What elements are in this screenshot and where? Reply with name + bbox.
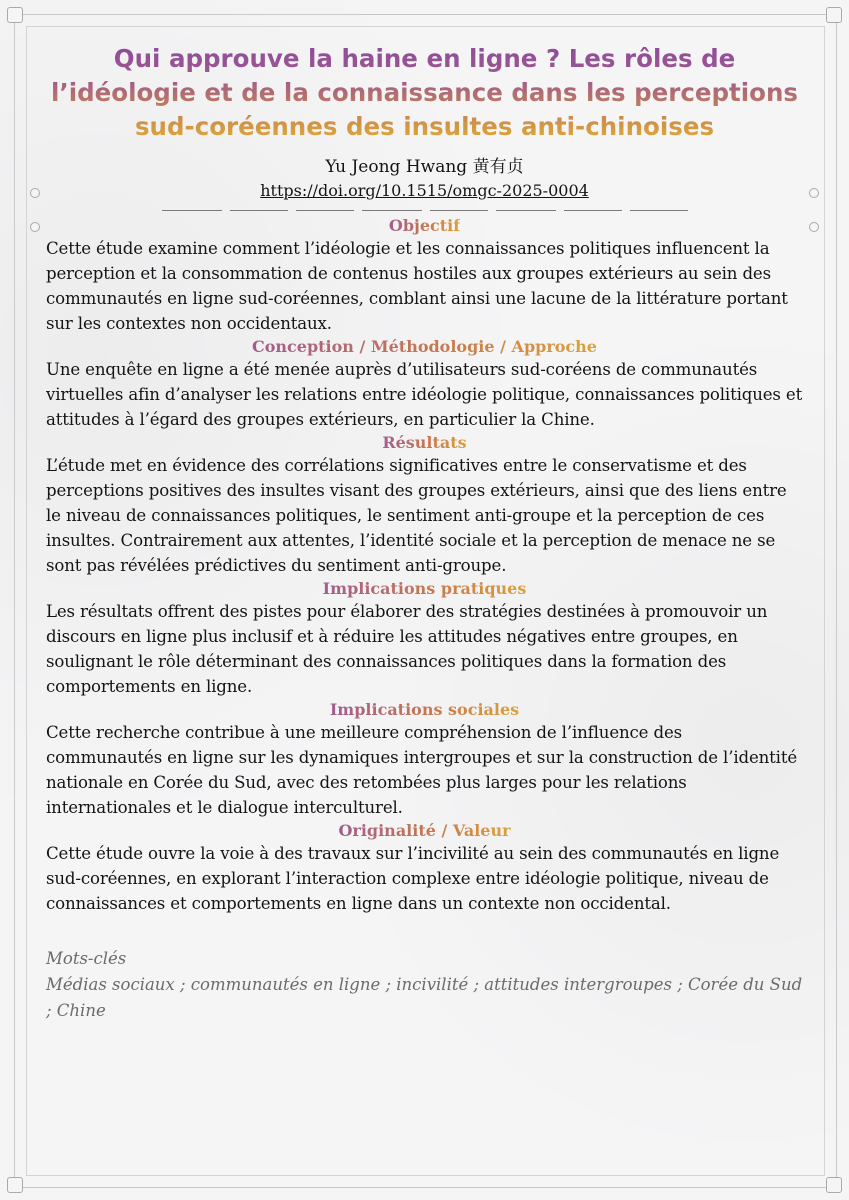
keywords-list: Médias sociaux ; communautés en ligne ; incivilité ; attitudes intergroupes ; Corée du Sud ; Chine (46, 975, 803, 1020)
keywords-label: Mots-clés (46, 949, 127, 968)
border-knob-icon (30, 222, 40, 232)
corner-ornament-icon (826, 7, 842, 23)
section-text: Cette étude ouvre la voie à des travaux sur l’incivilité au sein des communautés en ligne sud-coréennes, en explorant l’interaction complexe entre idéologie politique, niveau de connaissances et comportements en ligne dans un contexte non occidental. (46, 844, 780, 913)
section-text: L’étude met en évidence des corrélations significatives entre le conservatisme et des perceptions positives des insultes visant des groupes extérieurs, ainsi que des liens entre le niveau de connaissances politiques, le sentiment anti-groupe et la perception de ces insultes. Contrairement aux attentes, l’identité sociale et la perception de menace ne se sont pas révélées prédictives du sentiment anti-groupe. (46, 456, 787, 575)
section-resultats (46, 432, 803, 578)
border-knob-icon (30, 188, 40, 198)
section-text: Cette étude examine comment l’idéologie et les connaissances politiques influencent la perception et la consommation de contenus hostiles aux groupes extérieurs au sein des communautés en ligne sud-coréennes, comblant ainsi une lacune de la littérature portant sur les contextes non occidentaux. (46, 239, 788, 333)
section-heading: Implications pratiques (322, 579, 527, 598)
document-content (46, 42, 803, 1024)
border-knob-icon (809, 222, 819, 232)
doi-link[interactable]: https://doi.org/10.1515/omgc-2025-0004 (260, 181, 589, 200)
author-name: Yu Jeong Hwang 黄有贞 (325, 157, 524, 177)
section-originalite (46, 820, 803, 916)
section-heading: Implications sociales (329, 700, 520, 719)
section-heading: Originalité / Valeur (338, 821, 511, 840)
section-implications-sociales (46, 699, 803, 820)
corner-ornament-icon (826, 1177, 842, 1193)
section-heading: Résultats (382, 433, 467, 452)
section-heading: Objectif (388, 216, 461, 235)
section-implications-pratiques (46, 578, 803, 699)
document-title: Qui approuve la haine en ligne ? Les rôles de l’idéologie et de la connaissance dans les perceptions sud-coréennes des insultes anti-chinoises (46, 42, 803, 144)
section-objectif (46, 215, 803, 336)
corner-ornament-icon (7, 7, 23, 23)
section-text: Les résultats offrent des pistes pour élaborer des stratégies destinées à promouvoir un discours en ligne plus inclusif et à réduire les attitudes négatives entre groupes, en soulignant le rôle déterminant des connaissances politiques dans la formation des comportements en ligne. (46, 602, 768, 696)
section-text: Une enquête en ligne a été menée auprès d’utilisateurs sud-coréens de communautés virtuelles afin d’analyser les relations entre idéologie politique, connaissances politiques et attitudes à l’égard des groupes extérieurs, en particulier la Chine. (46, 360, 803, 429)
corner-ornament-icon (7, 1177, 23, 1193)
border-knob-icon (809, 188, 819, 198)
section-heading: Conception / Méthodologie / Approche (252, 337, 597, 356)
section-methodologie (46, 336, 803, 432)
section-text: Cette recherche contribue à une meilleure compréhension de l’influence des communautés en ligne sur les dynamiques intergroupes et sur la construction de l’identité nationale en Corée du Sud, avec des retombées plus larges pour les relations internationales et le dialogue interculturel. (46, 723, 798, 817)
divider-rule (46, 210, 803, 211)
